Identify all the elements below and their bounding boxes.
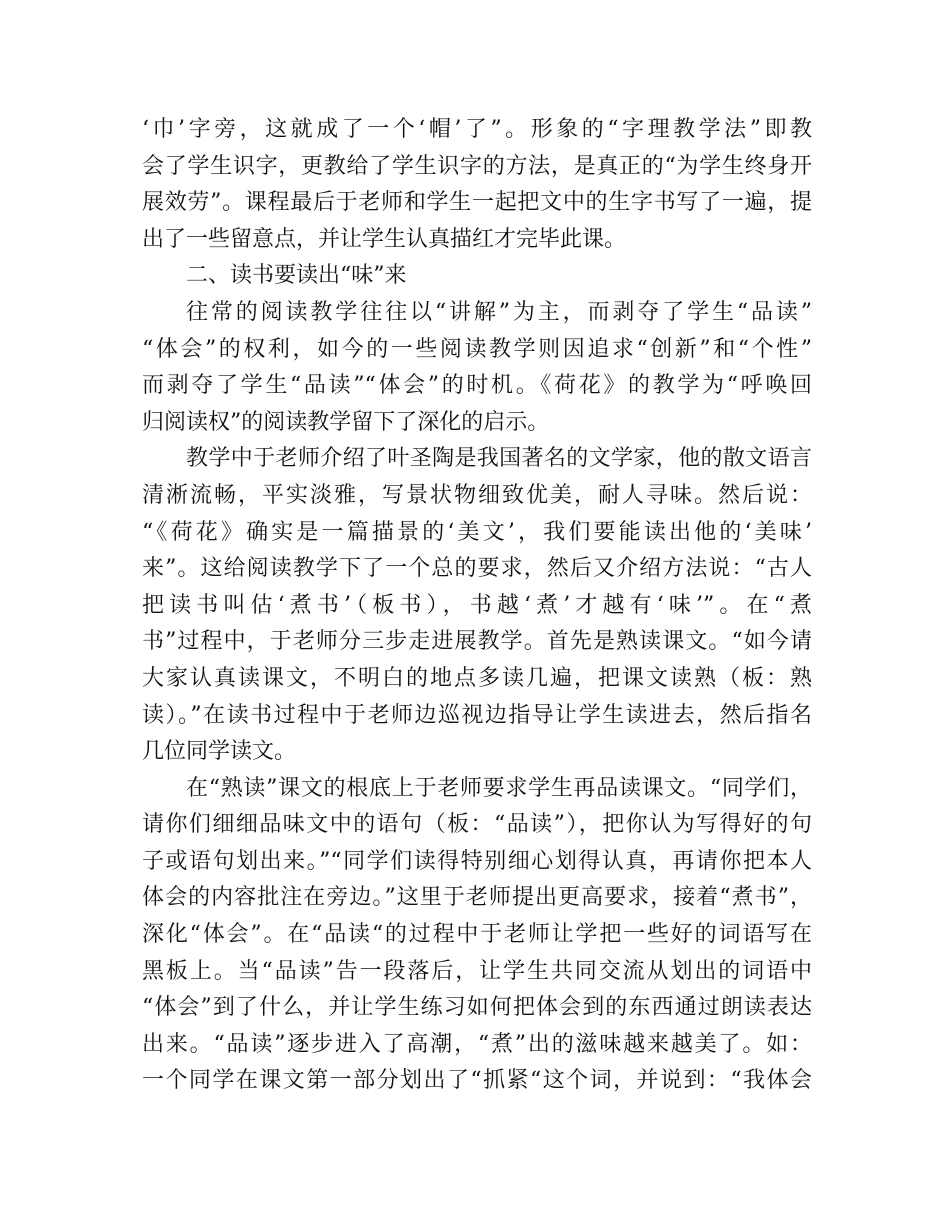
text-line: “体会”的权利，如今的一些阅读教学则因追求“创新”和“个性” [142,336,812,362]
text-line: 深化“体会”。在“品读“的过程中于老师让学把一些好的词语写在 [142,922,812,948]
text-line: “体会”到了什么，并让学生练习如何把体会到的东西通过朗读表达 [142,995,812,1021]
text-line: 一个同学在课文第一部分划出了“抓紧“这个词，并说到：“我体会 [142,1068,812,1094]
text-line: 往常的阅读教学往往以“讲解”为主，而剥夺了学生“品读” [186,299,812,325]
text-line: 教学中于老师介绍了叶圣陶是我国著名的文学家，他的散文语言 [186,446,812,472]
text-line: 黑板上。当“品读”告一段落后，让学生共同交流从划出的词语中 [142,958,812,984]
section-heading [142,258,812,295]
text-line: 出来。“品读”逐步进入了高潮，“煮”出的滋味越来越美了。如： [142,1031,812,1057]
text-line: 大家认真读课文，不明白的地点多读几遍，把课文读熟（板：熟 [142,665,812,691]
heading-text: 二、读书要读出“味”来 [186,263,407,289]
text-line: 归阅读权”的阅读教学留下了深化的启示。 [142,409,550,435]
text-line: “《荷花》确实是一篇描景的‘美文’，我们要能读出他的‘美味’ [142,519,812,545]
text-line: 请你们细细品味文中的语句（板：“品读”），把你认为写得好的句 [142,812,812,838]
text-line: 会了学生识字，更教给了学生识字的方法，是真正的“为学生终身开 [142,153,812,179]
text-line: 子或语句划出来。”“同学们读得特别细心划得认真，再请你把本人 [142,848,812,874]
paragraph-continuation [142,112,812,258]
text-line: 清淅流畅，平实淡雅，写景状物细致优美，耐人寻味。然后说： [142,482,812,508]
text-line: 来”。这给阅读教学下了一个总的要求，然后又介绍方法说：“古人 [142,556,812,582]
paragraph [142,771,812,1100]
text-line: 书”过程中，于老师分三步走进展教学。首先是熟读课文。“如今请 [142,629,812,655]
text-line: 读）。”在读书过程中于老师边巡视边指导让学生读进去，然后指名 [142,702,812,728]
text-line: 几位同学读文。 [142,739,297,765]
text-line: 把读书叫估‘煮书’（板书），书越‘煮’才越有‘味’”。在“煮 [142,592,812,618]
paragraph [142,441,812,770]
document-page [142,112,812,1100]
text-line: ‘巾’字旁，这就成了一个‘帽’了”。形象的“字理教学法”即教 [142,117,812,142]
text-line: 出了一些留意点，并让学生认真描红才完毕此课。 [142,226,627,252]
text-line: 在“熟读”课文的根底上于老师要求学生再品读课文。“同学们， [186,775,812,801]
text-line: 展效劳”。课程最后于老师和学生一起把文中的生字书写了一遍，提 [142,190,812,216]
text-line: 体会的内容批注在旁边。”这里于老师提出更高要求，接着“煮书”， [142,885,812,911]
text-line: 而剥夺了学生“品读”“体会”的时机。《荷花》的教学为“呼唤回 [142,373,812,399]
paragraph [142,295,812,441]
